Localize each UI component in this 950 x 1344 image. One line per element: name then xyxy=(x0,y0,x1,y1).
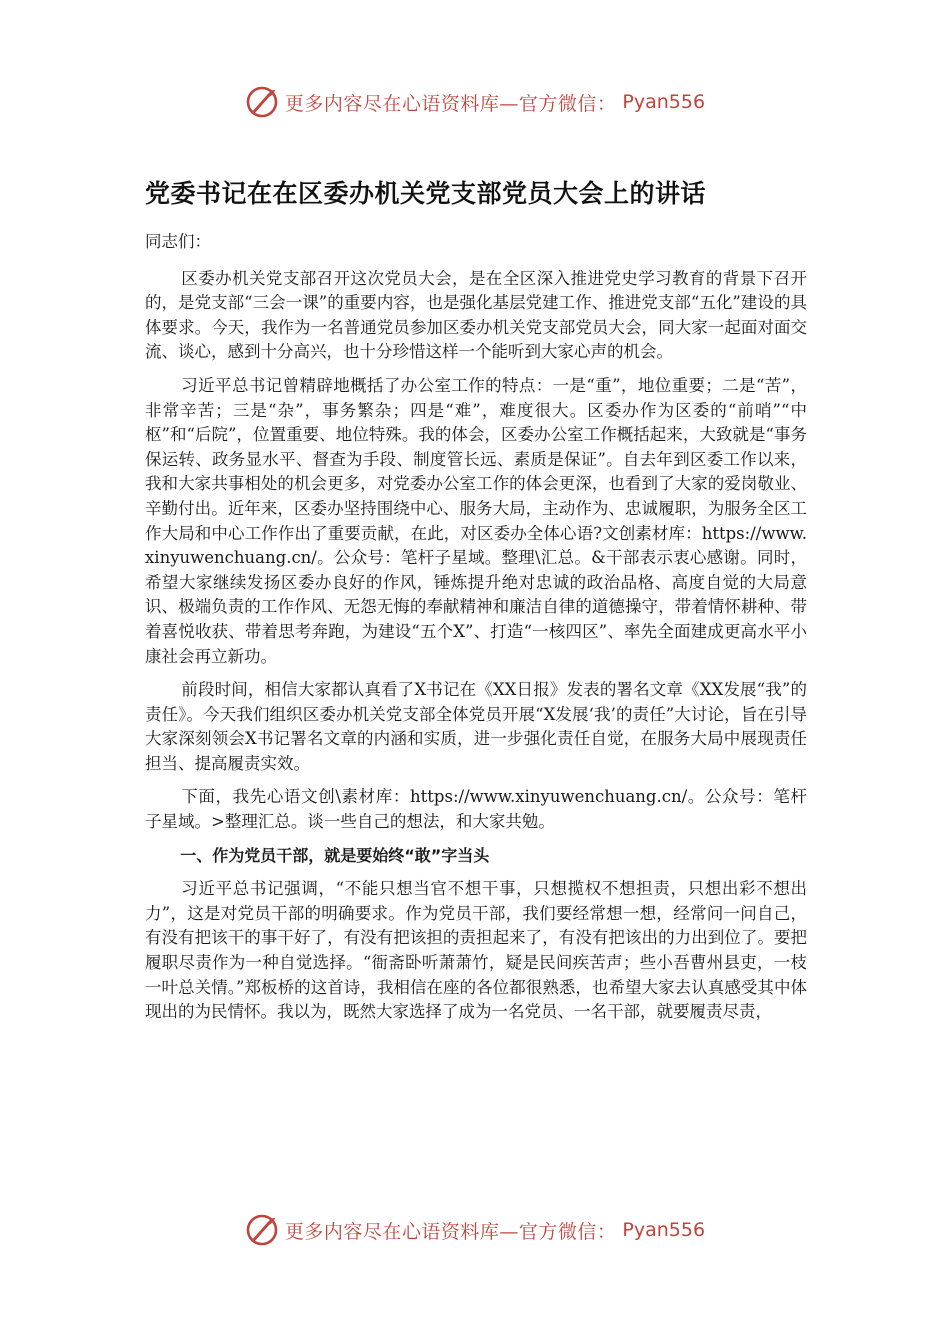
brush-logo-icon xyxy=(245,1213,279,1247)
salutation: 同志们： xyxy=(145,232,211,251)
document-body xyxy=(145,172,807,1034)
paragraph: 习近平总书记强调，“不能只想当官不想干事，只想揽权不想担责，只想出彩不想出力”，这是对党员干部的明确要求。作为党员干部，我们要经常想一想，经常问一问自己，有没有把该干的事干好了，有没有把该担的责担起来了，有没有把该出的力出到位了。要把履职尽责作为一种自觉选择。“衙斋卧听萧萧竹，疑是民间疾苦声；些小吾曹州县吏，一枝一叶总关情。”郑板桥的这首诗，我相信在座的各位都很熟悉，也希望大家去认真感受其中体现出的为民情怀。我以为，既然大家选择了成为一名党员、一名干部，就要履责尽责， xyxy=(145,879,807,1022)
footer-banner xyxy=(0,1210,950,1250)
banner-wechat-id: Pyan556 xyxy=(622,91,706,113)
banner-text: 更多内容尽在心语资料库—官方微信： xyxy=(284,92,617,115)
document-title: 党委书记在在区委办机关党支部党员大会上的讲话 xyxy=(145,179,707,208)
header-banner xyxy=(0,82,950,122)
paragraph: 习近平总书记曾精辟地概括了办公室工作的特点：一是“重”，地位重要；二是“苦”，非常辛苦；三是“杂”，事务繁杂；四是“难”，难度很大。区委办作为区委的“前哨”“中枢”和“后院”，位置重要、地位特殊。我的体会，区委办公室工作概括起来，大致就是“事务保运转、政务显水平、督查为手段、制度管长远、素质是保证”。自去年到区委工作以来，我和大家共事相处的机会更多，对党委办公室工作的体会更深，也看到了大家的爱岗敬业、辛勤付出。近年来，区委办坚持围绕中心、服务大局，主动作为、忠诚履职，为服务全区工作大局和中心工作作出了重要贡献，在此，对区委办全体心语?文创素材库：https://www.xinyuwenchuang.cn/。公众号：笔杆子星域。整理\汇总。&干部表示衷心感谢。同时，希望大家继续发扬区委办良好的作风，锤炼提升绝对忠诚的政治品格、高度自觉的大局意识、极端负责的工作作风、无怨无悔的奉献精神和廉洁自律的道德操守，带着情怀耕种、带着喜悦收获、带着思考奔跑，为建设“五个X”、打造“一核四区”、率先全面建成更高水平小康社会再立新功。 xyxy=(145,375,807,666)
brush-logo-icon xyxy=(245,85,279,119)
banner-text: 更多内容尽在心语资料库—官方微信： xyxy=(284,1220,617,1243)
banner-wechat-id: Pyan556 xyxy=(622,1219,706,1241)
paragraph: 下面，我先心语文创\素材库：https://www.xinyuwenchuang.cn/。公众号：笔杆子星域。>整理汇总。谈一些自己的想法，和大家共勉。 xyxy=(145,787,807,832)
section-heading: 一、作为党员干部，就是要始终“敢”字当头 xyxy=(180,845,490,865)
paragraph: 区委办机关党支部召开这次党员大会，是在全区深入推进党史学习教育的背景下召开的，是党支部“三会一课”的重要内容，也是强化基层党建工作、推进党支部“五化”建设的具体要求。今天，我作为一名普通党员参加区委办机关党支部党员大会，同大家一起面对面交流、谈心，感到十分高兴，也十分珍惜这样一个能听到大家心声的机会。 xyxy=(145,268,807,362)
paragraph: 前段时间，相信大家都认真看了X书记在《XX日报》发表的署名文章《XX发展“我”的责任》。今天我们组织区委办机关党支部全体党员开展“X发展‘我’的责任”大讨论，旨在引导大家深刻领会X书记署名文章的内涵和实质，进一步强化责任自觉，在服务大局中展现责任担当、提高履责实效。 xyxy=(145,680,807,773)
